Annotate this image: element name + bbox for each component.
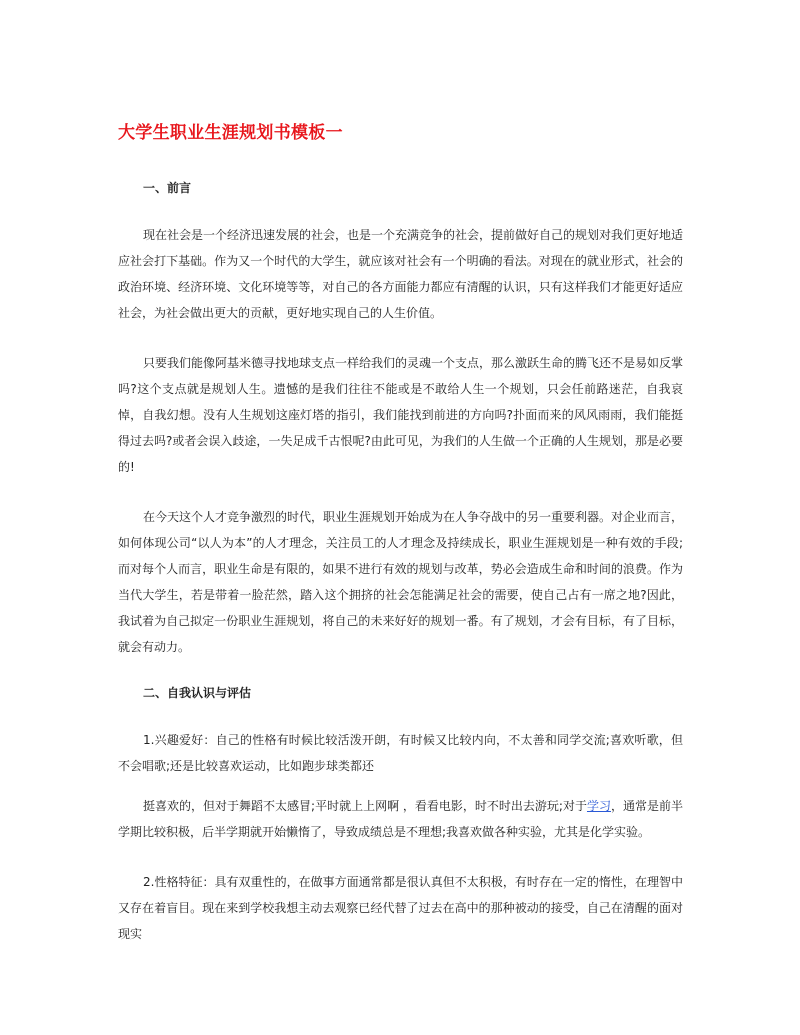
study-link[interactable]: 学习 bbox=[586, 799, 611, 813]
interests-paragraph: 1.兴趣爱好：自己的性格有时候比较活泼开朗，有时候又比较内向，不太善和同学交流;喜欢听歌，但不会唱歌;还是比较喜欢运动，比如跑步球类都还 bbox=[118, 733, 683, 773]
interests-continued-paragraph bbox=[118, 793, 683, 845]
preface-paragraph-3: 在今天这个人才竞争激烈的时代，职业生涯规划开始成为在人争夺战中的另一重要利器。对企业而言，如何体现公司“以人为本”的人才理念，关注员工的人才理念及持续成长，职业生涯规划是一种有效的手段;而对每个人而言，职业生命是有限的，如果不进行有效的规划与改革，势必会造成生命和时间的浪费。作为当代大学生，若是带着一脸茫然，踏入这个拥挤的社会怎能满足社会的需要，使自己占有一席之地?因此，我试着为自己拟定一份职业生涯规划，将自己的未来好好的规划一番。有了规划，才会有目标，有了目标，就会有动力。 bbox=[118, 510, 684, 654]
interests-text-before-link: 挺喜欢的，但对于舞蹈不太感冒;平时就上上网啊 ，看看电影，时不时出去游玩;对于 bbox=[143, 799, 587, 813]
document-body bbox=[118, 118, 683, 971]
document-title: 大学生职业生涯规划书模板一 bbox=[118, 123, 343, 143]
section-heading-self-assessment: 二、自我认识与评估 bbox=[143, 686, 252, 700]
preface-paragraph-2: 只要我们能像阿基米德寻找地球支点一样给我们的灵魂一个支点，那么激跃生命的腾飞还不是易如反掌吗?这个支点就是规划人生。遗憾的是我们往往不能或是不敢给人生一个规划，只会任前路迷茫，自我哀悼，自我幻想。没有人生规划这座灯塔的指引，我们能找到前进的方向吗?扑面而来的风风雨雨，我们能挺得过去吗?或者会误入歧途，一失足成千古恨呢?由此可见，为我们的人生做一个正确的人生规划，那是必要的! bbox=[118, 356, 684, 474]
section-heading-preface: 一、前言 bbox=[143, 181, 192, 195]
preface-paragraph-1: 现在社会是一个经济迅速发展的社会，也是一个充满竞争的社会，提前做好自己的规划对我们更好地适应社会打下基础。作为又一个时代的大学生，就应该对社会有一个明确的看法。对现在的就业形式，社会的政治环境、经济环境、文化环境等等，对自己的各方面能力都应有清醒的认识，只有这样我们才能更好适应社会，为社会做出更大的贡献，更好地实现自己的人生价值。 bbox=[118, 228, 684, 320]
interests-text-after-link: ，通常是前半学期比较积极，后半学期就开始懒惰了，导致成绩总是不理想;我喜欢做各种实验，尤其是化学实验。 bbox=[118, 799, 683, 839]
personality-paragraph: 2.性格特征：具有双重性的，在做事方面通常都是很认真但不太积极，有时存在一定的惰性，在理智中又存在着盲目。现在来到学校我想主动去观察已经代替了过去在高中的那种被动的接受，自己在清醒的面对现实 bbox=[118, 875, 683, 941]
